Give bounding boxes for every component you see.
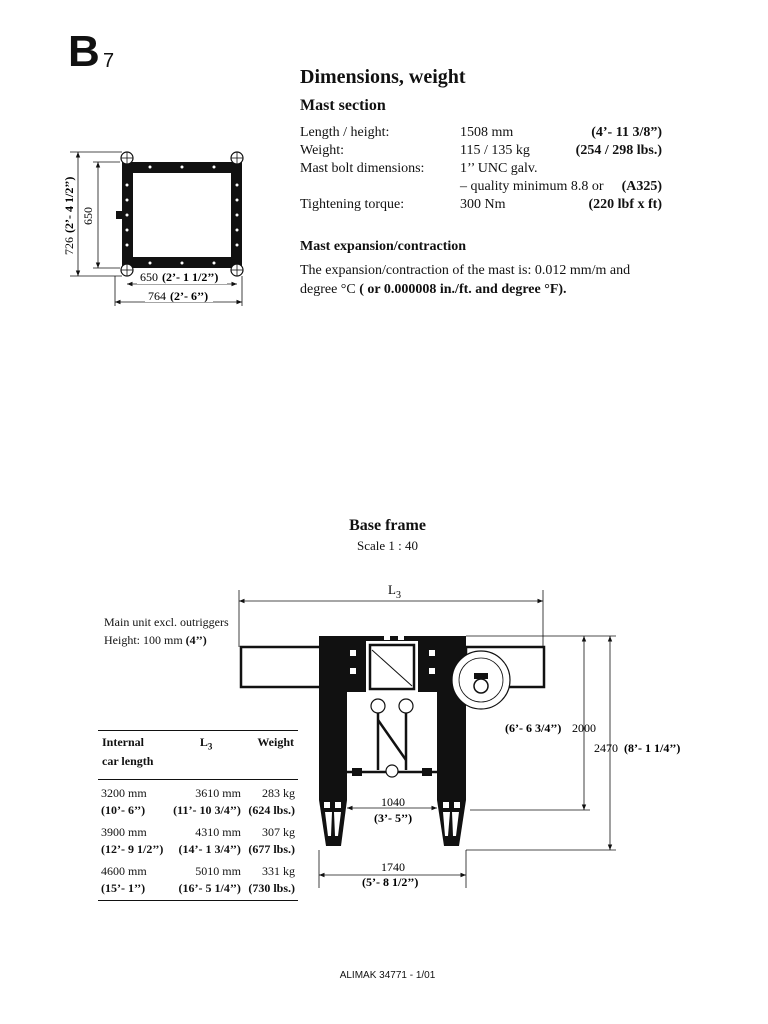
footer-doc-number: ALIMAK 34771 - 1/01 — [339, 970, 436, 981]
mast-inner-height-label: 650 — [81, 207, 95, 225]
car-length-mm: 4600 mm — [101, 864, 147, 878]
l3-mm: 3610 mm — [195, 786, 241, 800]
mast-height-label: 726(2’- 4 1/2’’) — [62, 176, 76, 255]
l3-mm: 5010 mm — [195, 864, 241, 878]
spec-torque-imperial: (220 lbf x ft) — [588, 197, 662, 212]
spec-bolt-quality: – quality minimum 8.8 or — [460, 179, 604, 194]
spec-weight-value: 115 / 135 kg — [460, 143, 530, 158]
table-header-row — [98, 731, 298, 780]
base-frame-title: Base frame — [349, 517, 426, 534]
spec-bolt-value: 1’’ UNC galv. — [460, 161, 538, 176]
header-internal-car-length: Internal car length — [98, 731, 168, 780]
car-length-mm: 3900 mm — [101, 825, 147, 839]
expansion-text-metric: The expansion/contraction of the mast is: 0.012 mm/m and degree °C — [300, 263, 631, 297]
base-frame-drawing — [239, 582, 680, 889]
mast-inner-width-label: 650 (2’- 1 1/2’’) — [140, 270, 219, 284]
table-row — [98, 802, 298, 819]
table-row — [98, 819, 298, 841]
table-row — [98, 841, 298, 858]
header-weight: Weight — [244, 731, 298, 780]
dim-2470-imperial: (8’- 1 1/4’’) — [624, 741, 681, 755]
height-note-metric: Height: 100 mm — [104, 633, 183, 647]
weight-lbs: (624 lbs.) — [248, 803, 295, 817]
dim-2470-label: 2470 — [594, 741, 618, 755]
table-row — [98, 858, 298, 880]
spec-weight-label: Weight: — [300, 143, 344, 158]
weight-kg: 307 kg — [262, 825, 295, 839]
expansion-heading: Mast expansion/contraction — [300, 239, 467, 254]
section-letter: B — [68, 27, 100, 76]
section-number: 7 — [103, 50, 115, 72]
spec-torque-value: 300 Nm — [460, 197, 506, 212]
header-l3: $L_3$ — [168, 731, 244, 780]
base-frame-table — [98, 730, 298, 901]
car-length-imperial: (10’- 6’’) — [101, 803, 146, 817]
car-length-imperial: (12’- 9 1/2’’) — [101, 842, 164, 856]
page-title: Dimensions, weight — [300, 66, 466, 88]
l3-imperial: (14’- 1 3/4’’) — [178, 842, 241, 856]
dim-1740-label: 1740 — [381, 860, 405, 874]
mast-section-heading: Mast section — [300, 97, 386, 114]
weight-kg: 283 kg — [262, 786, 295, 800]
dim-1040-imperial: (3’- 5’’) — [374, 811, 413, 825]
spec-bolt-label: Mast bolt dimensions: — [300, 161, 425, 176]
l3-mm: 4310 mm — [195, 825, 241, 839]
weight-lbs: (677 lbs.) — [248, 842, 295, 856]
spec-length-value: 1508 mm — [460, 125, 514, 140]
base-frame-scale: Scale 1 : 40 — [356, 538, 418, 553]
car-length-mm: 3200 mm — [101, 786, 147, 800]
spec-weight-imperial: (254 / 298 lbs.) — [575, 143, 662, 158]
spec-length-label: Length / height: — [300, 125, 390, 140]
table-row — [98, 780, 298, 803]
l3-imperial: (11’- 10 3/4’’) — [173, 803, 241, 817]
l3-imperial: (16’- 5 1/4’’) — [168, 880, 244, 901]
spec-bolt-quality-imperial: (A325) — [621, 179, 662, 194]
spec-length-imperial: (4’- 11 3/8”) — [591, 125, 662, 140]
dim-1740-imperial: (5’- 8 1/2’’) — [362, 875, 419, 889]
spec-torque-label: Tightening torque: — [300, 197, 405, 212]
expansion-text-imperial: ( or 0.000008 in./ft. and degree °F). — [359, 282, 567, 297]
height-note-imperial: (4’’) — [185, 633, 207, 647]
main-unit-note: Main unit excl. outriggers — [104, 615, 229, 629]
dim-2000-label: 2000 — [572, 721, 596, 735]
height-note — [104, 633, 207, 648]
car-length-imperial: (15’- 1’’) — [98, 880, 168, 901]
table-row — [98, 880, 298, 901]
l3-dimension-label: $L_3$ — [388, 582, 401, 601]
weight-lbs: (730 lbs.) — [244, 880, 298, 901]
mast-section-drawing — [62, 152, 243, 306]
weight-kg: 331 kg — [262, 864, 295, 878]
dim-2000-imperial: (6’- 6 3/4’’) — [505, 721, 562, 735]
mast-outer-width-label: 764 (2’- 6’’) — [148, 289, 209, 303]
dim-1040-label: 1040 — [381, 795, 405, 809]
